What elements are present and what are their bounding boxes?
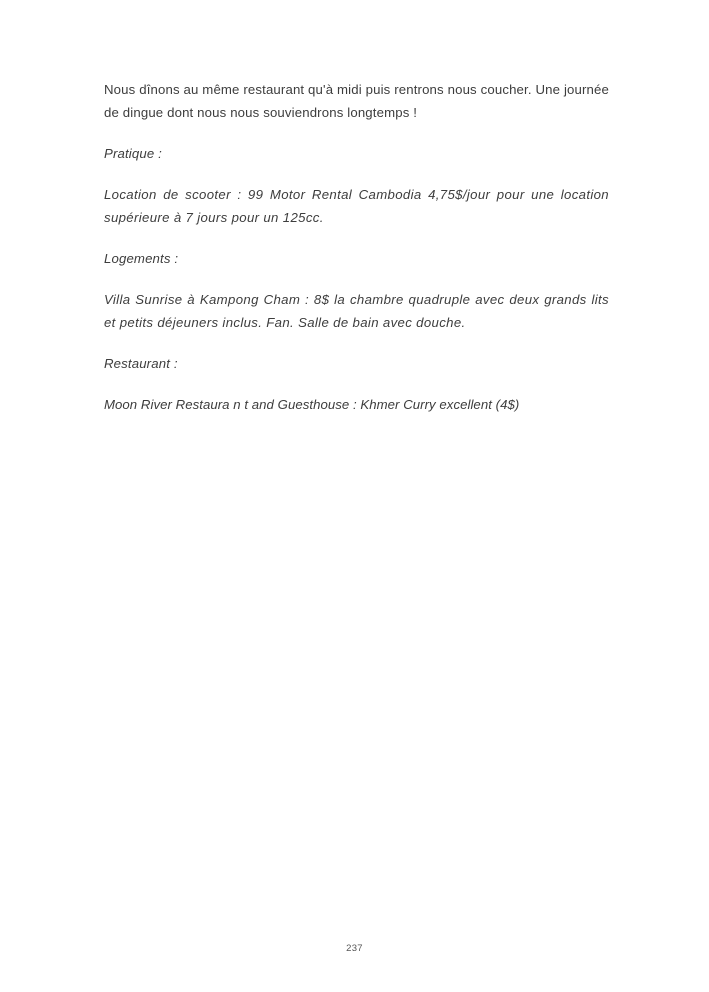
paragraph-logements-heading: Logements : xyxy=(104,251,179,266)
paragraph-villa-sunrise: Villa Sunrise à Kampong Cham : 8$ la chambre quadruple avec deux grands lits et petits déjeuners inclus. Fan. Salle de bain avec douche. xyxy=(104,292,609,330)
paragraph-restaurant-heading: Restaurant : xyxy=(104,356,178,371)
paragraph-moon-river: Moon River Restaura n t and Guesthouse : Khmer Curry excellent (4$) xyxy=(104,397,520,412)
page-body xyxy=(104,78,609,434)
page-number: 237 xyxy=(346,943,363,954)
paragraph-pratique-heading: Pratique : xyxy=(104,146,162,161)
paragraph-1: Nous dînons au même restaurant qu'à midi puis rentrons nous coucher. Une journée de dingue dont nous nous souviendrons longtemps ! xyxy=(104,82,609,120)
paragraph-location-scooter: Location de scooter : 99 Motor Rental Cambodia 4,75$/jour pour une location supérieure à 7 jours pour un 125cc. xyxy=(104,187,609,225)
